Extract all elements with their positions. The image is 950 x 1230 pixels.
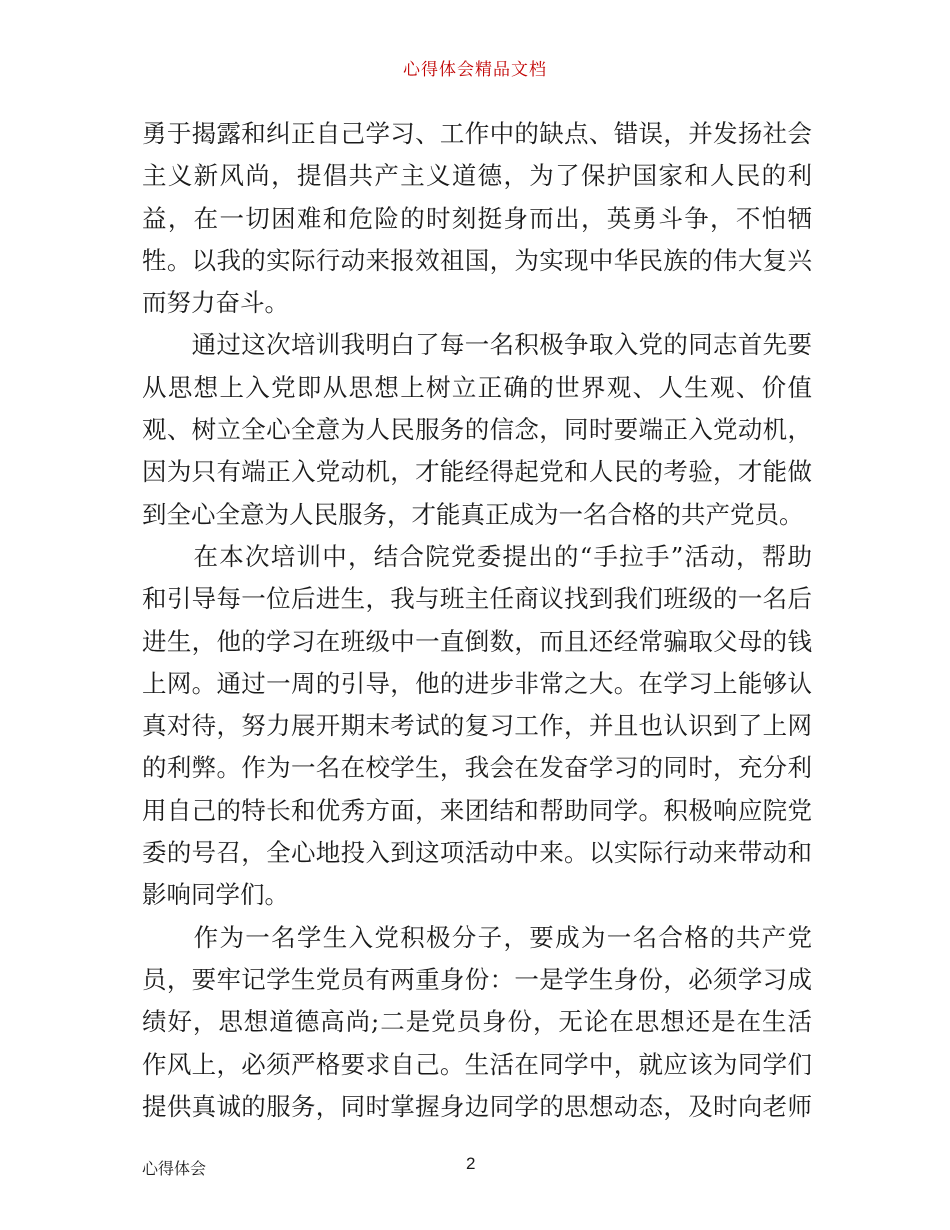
- text-line: 益，在一切困难和危险的时刻挺身而出，英勇斗争，不怕牺: [142, 203, 812, 233]
- page-header-title: 心得体会精品文档: [403, 60, 547, 80]
- text-line: 作为一名学生入党积极分子，要成为一名合格的共产党: [142, 922, 812, 952]
- text-line: 的利弊。作为一名在校学生，我会在发奋学习的同时，充分利: [142, 753, 812, 783]
- text-line: 委的号召，全心地投入到这项活动中来。以实际行动来带动和: [142, 838, 812, 868]
- text-line: 和引导每一位后进生，我与班主任商议找到我们班级的一名后: [142, 584, 812, 614]
- page-number: 2: [466, 1154, 476, 1173]
- text-line: 员，要牢记学生党员有两重身份：一是学生身份，必须学习成: [142, 964, 812, 994]
- document-body: [142, 113, 812, 1128]
- text-line: 主义新风尚，提倡共产主义道德，为了保护国家和人民的利: [142, 161, 812, 191]
- paragraph-3: [142, 536, 812, 917]
- text-line: 在本次培训中，结合院党委提出的“手拉手”活动，帮助: [142, 541, 812, 571]
- paragraph-4: [142, 917, 812, 1128]
- text-line: 影响同学们。: [142, 880, 289, 910]
- text-line: 到全心全意为人民服务，才能真正成为一名合格的共产党员。: [142, 499, 804, 529]
- text-line: 观、树立全心全意为人民服务的信念，同时要端正入党动机，: [142, 415, 812, 445]
- text-line: 而努力奋斗。: [142, 288, 289, 318]
- text-line: 作风上，必须严格要求自己。生活在同学中，就应该为同学们: [142, 1049, 812, 1079]
- text-line: 用自己的特长和优秀方面，来团结和帮助同学。积极响应院党: [142, 795, 812, 825]
- paragraph-1: [142, 113, 812, 324]
- text-line: 通过这次培训我明白了每一名积极争取入党的同志首先要: [142, 330, 812, 360]
- text-line: 上网。通过一周的引导，他的进步非常之大。在学习上能够认: [142, 668, 812, 698]
- footer-label: 心得体会: [142, 1159, 207, 1178]
- text-line: 因为只有端正入党动机，才能经得起党和人民的考验，才能做: [142, 457, 812, 487]
- text-line: 勇于揭露和纠正自己学习、工作中的缺点、错误，并发扬社会: [142, 119, 812, 148]
- text-line: 提供真诚的服务，同时掌握身边同学的思想动态，及时向老师: [142, 1091, 812, 1121]
- text-line: 真对待，努力展开期末考试的复习工作，并且也认识到了上网: [142, 711, 812, 741]
- text-line: 牲。以我的实际行动来报效祖国，为实现中华民族的伟大复兴: [142, 245, 812, 275]
- text-line: 从思想上入党即从思想上树立正确的世界观、人生观、价值: [142, 372, 812, 402]
- paragraph-2: [142, 324, 812, 535]
- text-line: 绩好，思想道德高尚;二是党员身份，无论在思想还是在生活: [142, 1007, 812, 1037]
- text-line: 进生，他的学习在班级中一直倒数，而且还经常骗取父母的钱: [142, 626, 812, 656]
